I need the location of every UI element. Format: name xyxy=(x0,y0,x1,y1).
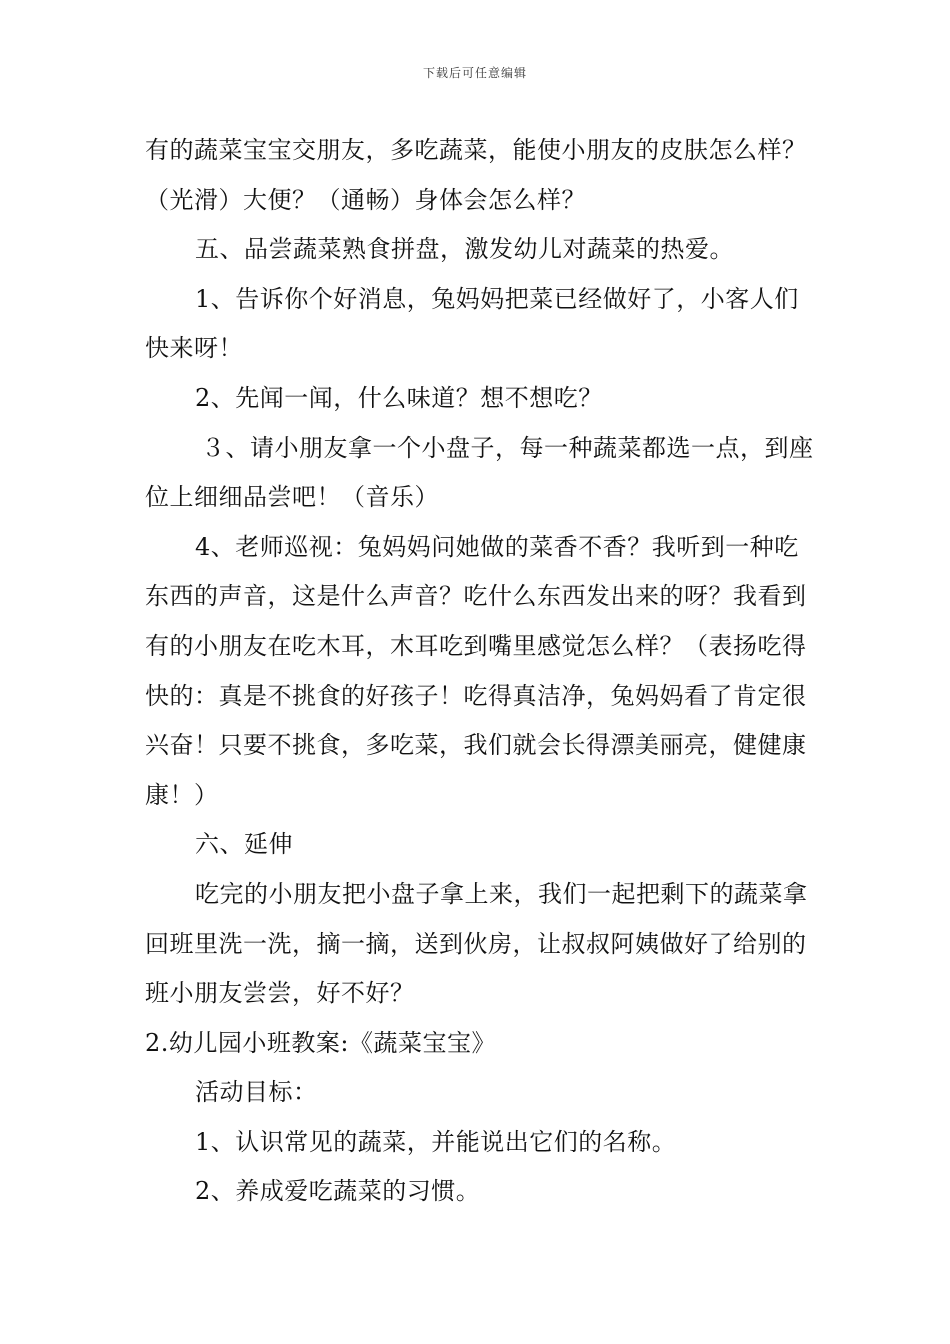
paragraph-step-3: ３、请小朋友拿一个小盘子，每一种蔬菜都选一点，到座位上细细品尝吧！（音乐） xyxy=(145,433,814,512)
page-header-note: 下载后可任意编辑 xyxy=(422,66,527,80)
paragraph-step-4: 4、老师巡视：兔妈妈问她做的菜香不香？我听到一种吃东西的声音，这是什么声音？吃什么东西发出来的呀？我看到有的小朋友在吃木耳，木耳吃到嘴里感觉怎么样？（表扬吃得快的：真是不挑食的好孩子！吃得真洁净，兔妈妈看了肯定很兴奋！只要不挑食，多吃菜，我们就会长得漂美丽亮，健健康康！） xyxy=(145,532,807,809)
document-body xyxy=(145,126,815,1217)
paragraph-step-1: 1、告诉你个好消息，兔妈妈把菜已经做好了，小客人们快来呀！ xyxy=(145,284,799,363)
paragraph-step-2: 2、先闻一闻，什么味道？想不想吃？ xyxy=(195,383,603,412)
section-heading-6: 六、延伸 xyxy=(195,830,293,859)
lesson-title: 2.幼儿园小班教案:《蔬菜宝宝》 xyxy=(145,1028,496,1057)
objective-2: 2、养成爱吃蔬菜的习惯。 xyxy=(195,1177,481,1206)
objective-1: 1、认识常见的蔬菜，并能说出它们的名称。 xyxy=(195,1127,677,1156)
paragraph-extension: 吃完的小朋友把小盘子拿上来，我们一起把剩下的蔬菜拿回班里洗一洗，摘一摘，送到伙房，让叔叔阿姨做好了给别的班小朋友尝尝，好不好？ xyxy=(145,879,808,1008)
paragraph-continuation: 有的蔬菜宝宝交朋友，多吃蔬菜，能使小朋友的皮肤怎么样？（光滑）大便？（通畅）身体会怎么样？ xyxy=(145,136,807,214)
objectives-heading: 活动目标： xyxy=(195,1078,318,1107)
section-heading-5: 五、品尝蔬菜熟食拼盘，激发幼儿对蔬菜的热爱。 xyxy=(195,235,734,264)
